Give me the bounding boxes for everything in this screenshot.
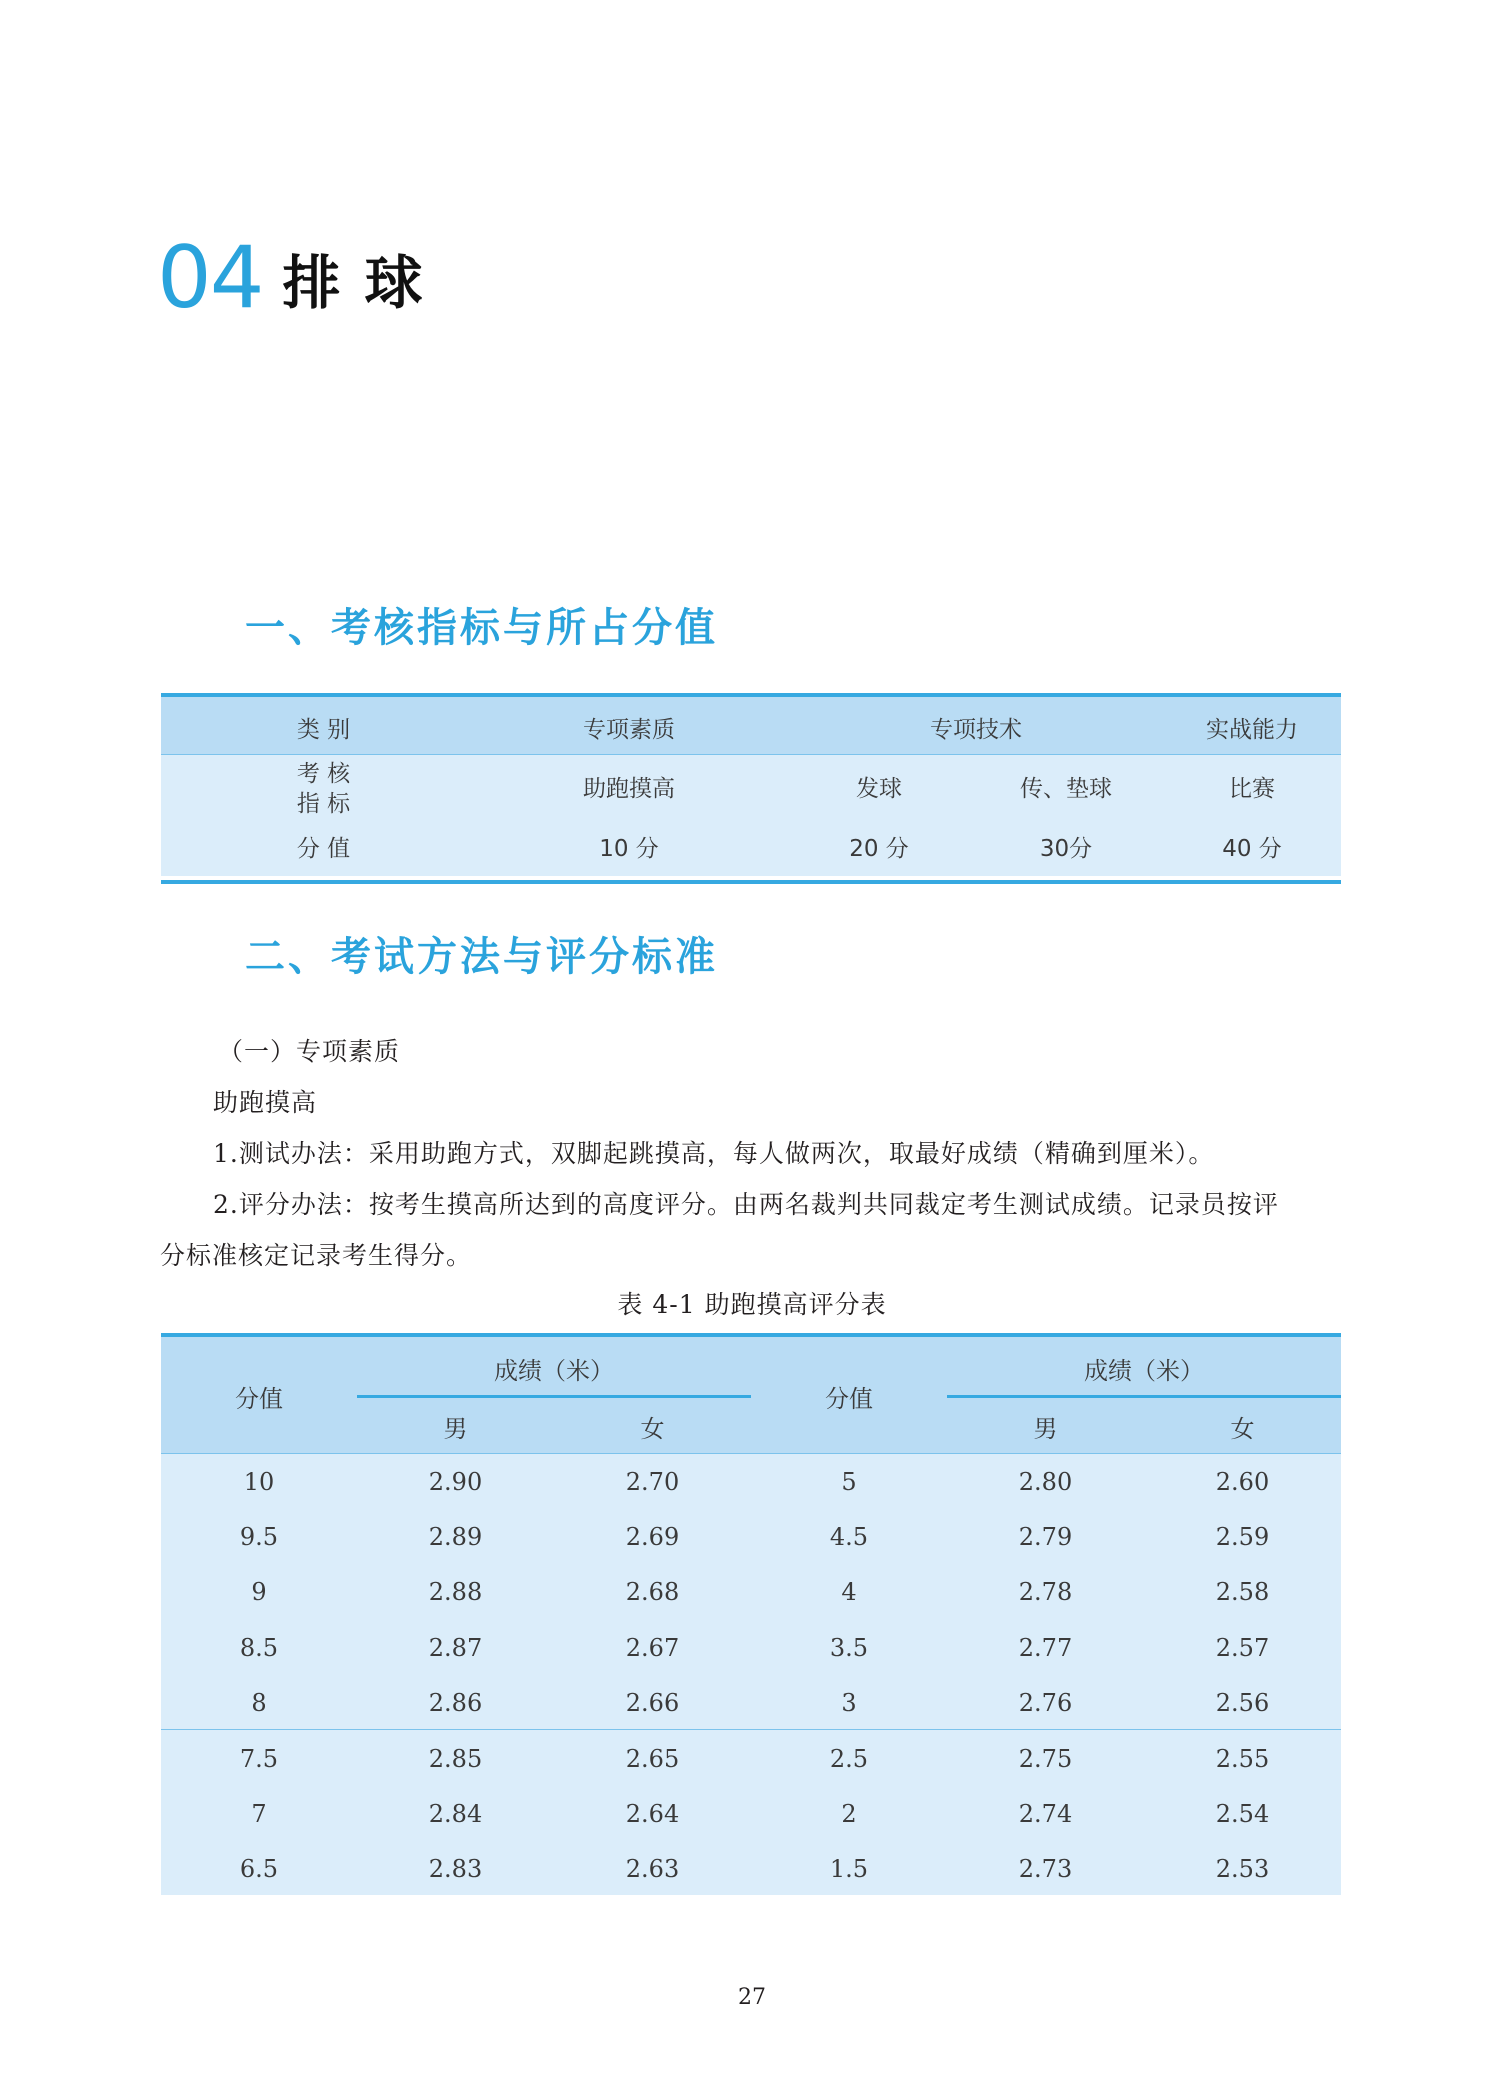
right-score-cell: 2.5 (829, 1745, 869, 1773)
indicator-run-jump: 助跑摸高 (583, 776, 675, 802)
left-score-cell: 7 (251, 1800, 267, 1828)
subsection-title: （一）专项素质 (218, 1037, 401, 1066)
left-female-cell: 2.66 (625, 1689, 680, 1717)
right-female-cell: 2.55 (1215, 1745, 1270, 1773)
left-score-cell: 7.5 (239, 1745, 279, 1773)
right-male-cell: 2.79 (1018, 1523, 1073, 1551)
left-male-cell: 2.84 (428, 1800, 483, 1828)
right-male-cell: 2.78 (1018, 1578, 1073, 1606)
indicator-label-line2: 指 标 (296, 791, 351, 817)
left-male-cell: 2.86 (428, 1689, 483, 1717)
indicator-table (161, 693, 1341, 884)
left-male-cell: 2.85 (428, 1745, 483, 1773)
left-male-cell: 2.90 (428, 1468, 483, 1496)
right-male-cell: 2.74 (1018, 1800, 1073, 1828)
header-female-left: 女 (640, 1415, 665, 1443)
left-female-cell: 2.64 (625, 1800, 680, 1828)
section-2-title: 二、考试方法与评分标准 (245, 934, 718, 980)
right-female-cell: 2.53 (1215, 1855, 1270, 1883)
scoring-table-body (161, 1454, 1341, 1895)
left-score-cell: 9.5 (239, 1523, 279, 1551)
right-female-cell: 2.59 (1215, 1523, 1270, 1551)
right-male-cell: 2.77 (1018, 1634, 1073, 1662)
left-score-cell: 9 (251, 1578, 267, 1606)
right-female-cell: 2.60 (1215, 1468, 1270, 1496)
header-quality: 专项素质 (583, 717, 675, 743)
header-technique: 专项技术 (930, 717, 1022, 743)
score-pass: 30分 (1039, 836, 1093, 862)
right-female-cell: 2.56 (1215, 1689, 1270, 1717)
chapter-heading (157, 228, 446, 328)
right-score-cell: 5 (841, 1468, 857, 1496)
page-number: 27 (738, 1985, 766, 2010)
left-male-cell: 2.87 (428, 1634, 483, 1662)
right-score-cell: 1.5 (829, 1855, 869, 1883)
indicator-pass: 传、垫球 (1020, 776, 1112, 802)
left-female-cell: 2.67 (625, 1634, 680, 1662)
row-group-divider (161, 1729, 1341, 1730)
score-run-jump: 10 分 (599, 836, 659, 862)
left-score-cell: 6.5 (239, 1855, 279, 1883)
header-score-left: 分值 (235, 1385, 283, 1413)
header-result-right: 成绩（米） (1084, 1357, 1204, 1385)
right-score-cell: 2 (841, 1800, 857, 1828)
paragraph-test-method: 1.测试办法：采用助跑方式，双脚起跳摸高，每人做两次，取最好成绩（精确到厘米）。 (213, 1139, 1215, 1168)
right-score-cell: 3.5 (829, 1634, 869, 1662)
right-female-cell: 2.58 (1215, 1578, 1270, 1606)
score-serve: 20 分 (849, 836, 909, 862)
left-score-cell: 8.5 (239, 1634, 279, 1662)
left-female-cell: 2.68 (625, 1578, 680, 1606)
score-match: 40 分 (1222, 836, 1282, 862)
left-male-cell: 2.88 (428, 1578, 483, 1606)
header-combat: 实战能力 (1206, 717, 1298, 743)
left-score-cell: 10 (243, 1468, 275, 1496)
right-score-cell: 3 (841, 1689, 857, 1717)
indicator-table-body (161, 755, 1341, 876)
chapter-number: 04 (157, 228, 263, 328)
right-male-cell: 2.73 (1018, 1855, 1073, 1883)
header-male-right: 男 (1033, 1415, 1058, 1443)
header-male-left: 男 (443, 1415, 468, 1443)
indicator-serve: 发球 (856, 776, 902, 802)
section-1-title: 一、考核指标与所占分值 (245, 605, 718, 651)
right-male-cell: 2.75 (1018, 1745, 1073, 1773)
left-female-cell: 2.63 (625, 1855, 680, 1883)
scoring-table-header (161, 1337, 1341, 1454)
item-title: 助跑摸高 (213, 1088, 318, 1117)
left-female-cell: 2.69 (625, 1523, 680, 1551)
right-score-cell: 4.5 (829, 1523, 869, 1551)
left-male-cell: 2.83 (428, 1855, 483, 1883)
right-male-cell: 2.76 (1018, 1689, 1073, 1717)
left-male-cell: 2.89 (428, 1523, 483, 1551)
score-label: 分 值 (296, 836, 351, 862)
right-female-cell: 2.57 (1215, 1634, 1270, 1662)
header-category: 类 别 (296, 717, 351, 743)
header-subrule-right (947, 1395, 1341, 1398)
right-female-cell: 2.54 (1215, 1800, 1270, 1828)
header-result-left: 成绩（米） (494, 1357, 614, 1385)
chapter-title: 排球 (282, 249, 447, 317)
right-score-cell: 4 (841, 1578, 857, 1606)
paragraph-scoring-method: 2.评分办法：按考生摸高所达到的高度评分。由两名裁判共同裁定考生测试成绩。记录员按评 (213, 1190, 1279, 1219)
left-female-cell: 2.70 (625, 1468, 680, 1496)
header-female-right: 女 (1230, 1415, 1255, 1443)
indicator-table-header (161, 697, 1341, 755)
scoring-table (161, 1333, 1341, 1895)
indicator-label-line1: 考 核 (296, 761, 351, 787)
indicator-match: 比赛 (1229, 776, 1275, 802)
left-score-cell: 8 (251, 1689, 267, 1717)
right-male-cell: 2.80 (1018, 1468, 1073, 1496)
header-score-right: 分值 (825, 1385, 873, 1413)
left-female-cell: 2.65 (625, 1745, 680, 1773)
table-caption: 表 4-1 助跑摸高评分表 (617, 1290, 887, 1319)
paragraph-scoring-method-cont: 分标准核定记录考生得分。 (160, 1241, 473, 1270)
header-subrule-left (357, 1395, 751, 1398)
